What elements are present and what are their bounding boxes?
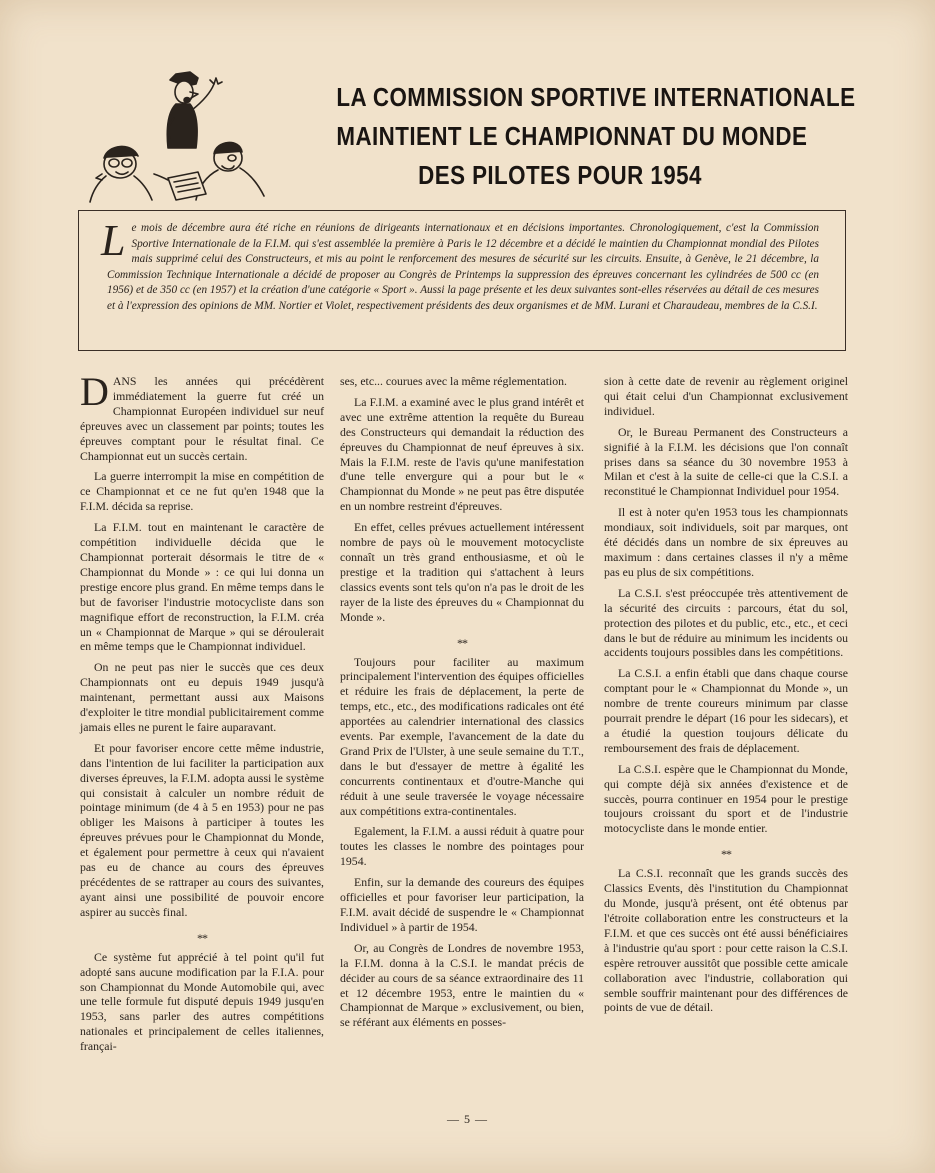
paragraph: Egalement, la F.I.M. a aussi réduit à quatre pour toutes les classes le nombre des pointages pour 1954. bbox=[340, 824, 584, 869]
paragraph: La F.I.M. a examiné avec le plus grand intérêt et avec une extrême attention la requête du Bureau des Constructeurs qui demandait la réduction des épreuves du Championnat de neuf épreuves à six. Mais la F.I.M. reste de l'avis qu'une manifestation d'une telle envergure qui a pour but le « Championnat du Monde » ne peut pas être disputée en un nombre restreint d'épreuves. bbox=[340, 394, 584, 514]
column-2 bbox=[340, 374, 584, 1036]
paragraph: ses, etc... courues avec la même réglementation. bbox=[340, 374, 567, 388]
paragraph: Et pour favoriser encore cette même industrie, dans l'intention de lui faciliter la participation aux diverses épreuves, la F.I.M. adopta aussi le système qui consistait à calculer un nombre réduit de pointage minimum (de 4 à 5 en 1953) pour ne pas obliger les Maisons à participer à toutes les épreuves prévues pour le Championnat du Monde, et également pour permettre à ceux qui n'avaient pas eu de chance au cours des épreuves précédentes de se rattraper au cours des suivantes, ayant ainsi une possibilité de pouvoir encore aspirer au succès final. bbox=[80, 740, 324, 919]
paragraph: Or, au Congrès de Londres de novembre 1953, la F.I.M. donna à la C.S.I. le mandat précis de décider au cours de sa séance extraordinaire des 11 et 12 décembre 1953, entre le maintien du « Championnat de Marque » exclusivement, ou bien, se référant aux éléments en posses- bbox=[340, 940, 584, 1030]
title-line-1: LA COMMISSION SPORTIVE INTERNATIONALE bbox=[336, 82, 856, 112]
section-separator: ** bbox=[721, 847, 731, 862]
dropcap: D bbox=[80, 369, 109, 414]
title-line-3: DES PILOTES POUR 1954 bbox=[418, 160, 702, 190]
paragraph: La F.I.M. tout en maintenant le caractère de compétition individuelle décida que le Championnat porterait désormais le titre de « Championnat du Monde » : ce qui lui donna un prestige encore plus grand. En même temps dans le but de favoriser l'industrie motocycliste dans son magnifique effort de reconstruction, la F.I.M. créa un « Championnat de Marque » qui se déroulerait en même temps que le Championnat individuel. bbox=[80, 520, 324, 654]
intro-box bbox=[78, 210, 846, 351]
paragraph: Or, le Bureau Permanent des Constructeurs a signifié à la F.I.M. les décisions que l'on connaît prises dans sa séance du 30 novembre 1953 à Milan et c'est à la suite de celle-ci que la C.S.I. a reconstitué le Championnat Individuel pour 1954. bbox=[604, 424, 848, 499]
section-separator: ** bbox=[197, 930, 207, 945]
paragraph-text: ANS les années qui précédèrent immédiatement la guerre fut créé un Championnat Européen individuel sur neuf épreuves avec un classement par points; toutes les épreuves comptant pour le résultat final. Ce Championnat eut un succès certain. bbox=[80, 374, 324, 463]
paragraph bbox=[80, 369, 324, 463]
paragraph: sion à cette date de revenir au règlement originel qui était celui d'un Championnat exclusivement individuel. bbox=[604, 374, 848, 418]
intro-dropcap: L bbox=[101, 216, 126, 265]
page-number: — 5 — bbox=[447, 1112, 488, 1126]
paragraph: La guerre interrompit la mise en compétition de ce Championnat et ce ne fut qu'en 1948 que la F.I.M. décida sa reprise. bbox=[80, 469, 324, 514]
paragraph: On ne peut pas nier le succès que ces deux Championnats ont eu depuis 1949 jusqu'à maintenant, permettant aussi aux Maisons d'exploiter le titre mondial publicitairement comme jamais elles ne purent le faire auparavant. bbox=[80, 660, 324, 734]
cartoon-illustration bbox=[82, 66, 282, 206]
paragraph: La C.S.I. reconnaît que les grands succès des Classics Events, dès l'institution du Championnat du Monde, jusqu'à présent, ont été obtenus par l'étroite collaboration entre les constructeurs et la F.I.M. et que ces succès ont été aussi bénéficiaires à l'industrie qu'au sport : pour cette raison la C.S.I. espère retrouver aussitôt que possible cette amicale collaboration avec l'industrie, collaboration qui semble souffrir maintenant pour des différences de points de vue de détail. bbox=[604, 866, 848, 1015]
paragraph: Ce système fut apprécié à tel point qu'il fut adopté sans aucune modification par la F.I.A. pour son Championnat du Monde Automobile qui, avec une telle formule fut disputé depuis 1949 jusqu'en 1953, sans parler des autres compétitions nationales et principalement de celles italiennes, françai- bbox=[80, 949, 324, 1054]
title-line-2: MAINTIENT LE CHAMPIONNAT DU MONDE bbox=[336, 121, 808, 151]
paragraph: Toujours pour faciliter au maximum principalement l'intervention des équipes officielles et réduire les frais de déplacement, la perte de temps, etc., etc., des modifications radicales ont été apportées au calendrier international des classics events. Par exemple, l'avancement de la date du Grand Prix de l'Ulster, à une seule semaine du T.T., dans le but d'essayer de mettre à égalité les concurrents continentaux et d'outre-Manche qui réduit à une seule traversée le voyage nécessaire aux compétitions extra-continentales. bbox=[340, 654, 584, 818]
paragraph: Il est à noter qu'en 1953 tous les championnats mondiaux, soit individuels, soit par marques, ont été décidés dans un nombre de six épreuves au maximum : dans certaines classes il n'y a même pas eu plus de six compétitions. bbox=[604, 505, 848, 579]
column-3 bbox=[604, 374, 848, 1021]
section-separator: ** bbox=[457, 635, 467, 650]
paragraph: La C.S.I. a enfin établi que dans chaque course comptant pour le « Championnat du Monde », un nombre de trente coureurs minimum par classe pourrait prendre le départ (16 pour les sidecars), et a étudié la question toujours délicate du remboursement des frais de déplacement. bbox=[604, 666, 848, 755]
article-title bbox=[336, 78, 856, 195]
paragraph: En effet, celles prévues actuellement intéressent nombre de pays où le mouvement motocycliste connaît un très grand enthousiasme, et où le prestige et la tradition qui s'attachent à leurs classics events sont tels qu'on n'a pas le droit de les rayer de la liste des épreuves du « Championnat du Monde ». bbox=[340, 520, 584, 624]
paragraph: Enfin, sur la demande des coureurs des équipes officielles et pour favoriser leur participation, la F.I.M. avait décidé de suspendre le « Championnat Individuel » à partir de 1954. bbox=[340, 875, 584, 934]
paragraph: La C.S.I. s'est préoccupée très attentivement de la sécurité des circuits : parcours, état du sol, protection des pilotes et du public, etc., etc., et ceci dans le but de réduire au minimum les incidents ou accidents toujours possibles dans les compétitions. bbox=[604, 585, 848, 660]
column-1 bbox=[80, 369, 324, 1060]
paragraph: La C.S.I. espère que le Championnat du Monde, qui compte déjà six années d'existence et de succès, pourra continuer en 1954 pour le prestige toujours croissant du sport et de l'industrie motocycliste dans le monde entier. bbox=[604, 761, 848, 836]
intro-text: e mois de décembre aura été riche en réunions de dirigeants internationaux et en décisions importantes. Chronologiquement, c'est la Commission Sportive Internationale de la F.I.M. qui s'est assemblée la première à Paris le 12 décembre et a décidé le maintien du Championnat mondial des Pilotes mais supprimé celui des Constructeurs, et mis au point le renforcement des mesures de sécurité sur les circuits. Ensuite, à Genève, le 21 décembre, la Commission Technique Internationale a décidé de proposer au Congrès de Printemps la suppression des épreuves concernant les cylindrées de 500 cc (en 1956) et de 350 cc (en 1957) et la création d'une catégorie « Sport ». Aussi la page présente et les deux suivantes sont-elles réservées au détail de ces mesures et à l'expression des opinions de MM. Nortier et Violet, respectivement présidents des deux organismes et de MM. Lurani et Charaudeau, membres de la C.S.I. bbox=[107, 222, 819, 312]
